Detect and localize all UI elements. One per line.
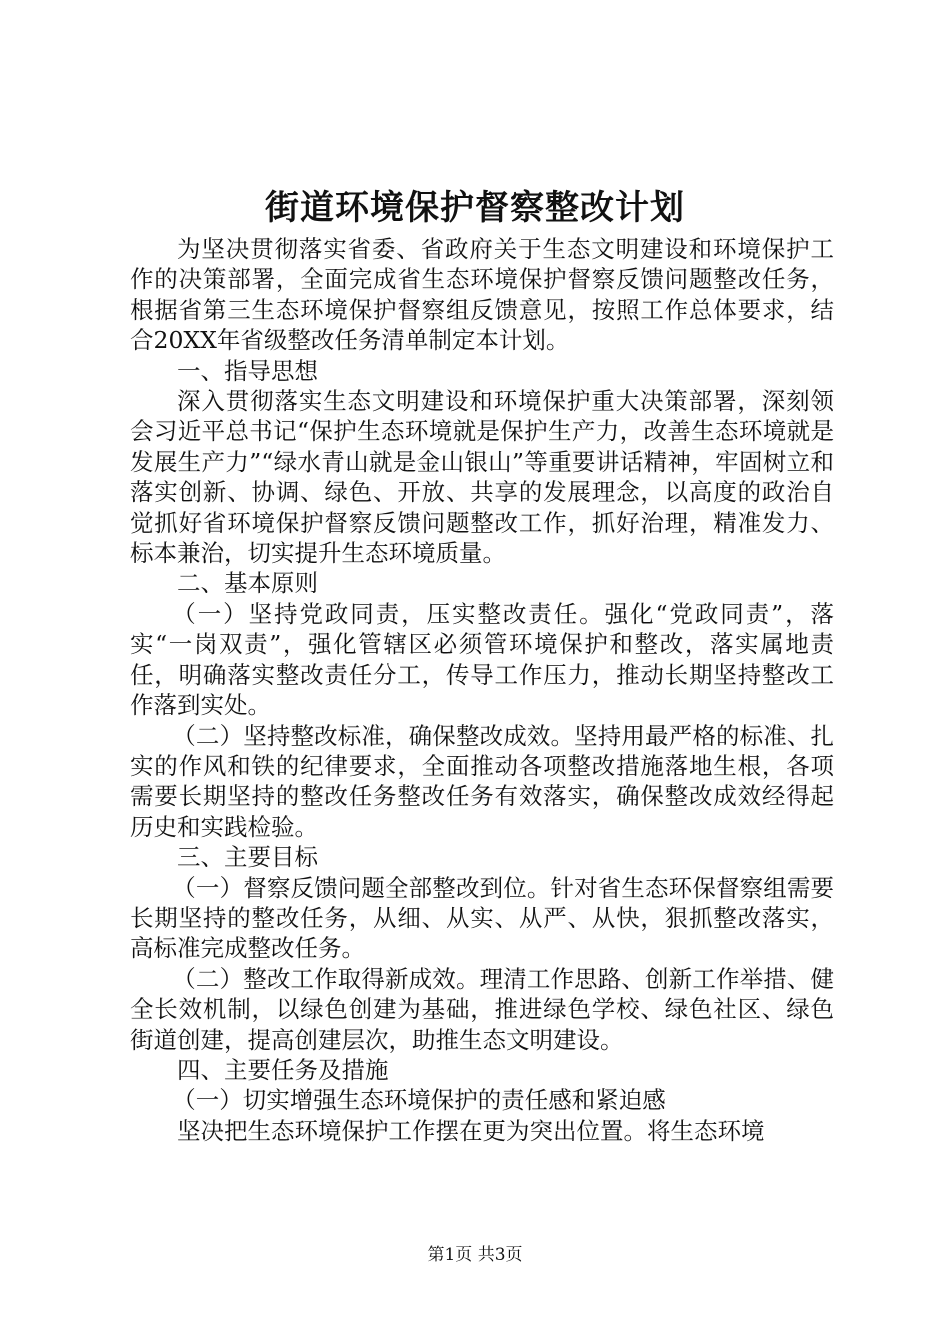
principle-2-paragraph: （二）坚持整改标准，确保整改成效。坚持用最严格的标准、扎实的作风和铁的纪律要求，全面推动各项整改措施落地生根，各项需要长期坚持的整改任务整改任务有效落实，确保整改成效经得起历史和实践检验。: [130, 721, 834, 841]
task-1-heading: （一）切实增强生态环境保护的责任感和紧迫感: [172, 1086, 666, 1115]
principle-1-paragraph: （一）坚持党政同责，压实整改责任。强化“党政同责”，落实“一岗双责”，强化管辖区必须管环境保护和整改，落实属地责任，明确落实整改责任分工，传导工作压力，推动长期坚持整改工作落到实处。: [130, 599, 834, 720]
section-heading-tasks-measures: 四、主要任务及措施: [177, 1055, 389, 1084]
page-footer: 第1页 共3页: [427, 1245, 523, 1265]
goal-2-paragraph: （二）整改工作取得新成效。理清工作思路、创新工作举措、健全长效机制，以绿色创建为基础，推进绿色学校、绿色社区、绿色街道创建，提高创建层次，助推生态文明建设。: [130, 964, 834, 1054]
section-heading-basic-principles: 二、基本原则: [177, 569, 318, 598]
document-title: 街道环境保护督察整改计划: [265, 188, 685, 228]
section-heading-guiding-thought: 一、指导思想: [177, 356, 318, 385]
guiding-thought-paragraph: 深入贯彻落实生态文明建设和环境保护重大决策部署，深刻领会习近平总书记“保护生态环境就是保护生产力，改善生态环境就是发展生产力”“绿水青山就是金山银山”等重要讲话精神，牢固树立和落实创新、协调、绿色、开放、共享的发展理念，以高度的政治自觉抓好省环境保护督察反馈问题整改工作，抓好治理，精准发力、标本兼治，切实提升生态环境质量。: [130, 387, 834, 568]
task-1-paragraph: 坚决把生态环境保护工作摆在更为突出位置。将生态环境: [177, 1116, 765, 1145]
document-body: [130, 234, 834, 1146]
section-heading-main-goals: 三、主要目标: [177, 843, 318, 872]
goal-1-paragraph: （一）督察反馈问题全部整改到位。针对省生态环保督察组需要长期坚持的整改任务，从细、从实、从严、从快，狠抓整改落实，高标准完成整改任务。: [130, 873, 834, 963]
intro-paragraph: 为坚决贯彻落实省委、省政府关于生态文明建设和环境保护工作的决策部署，全面完成省生态环境保护督察反馈问题整改任务，根据省第三生态环境保护督察组反馈意见，按照工作总体要求，结合20XX年省级整改任务清单制定本计划。: [130, 235, 834, 355]
